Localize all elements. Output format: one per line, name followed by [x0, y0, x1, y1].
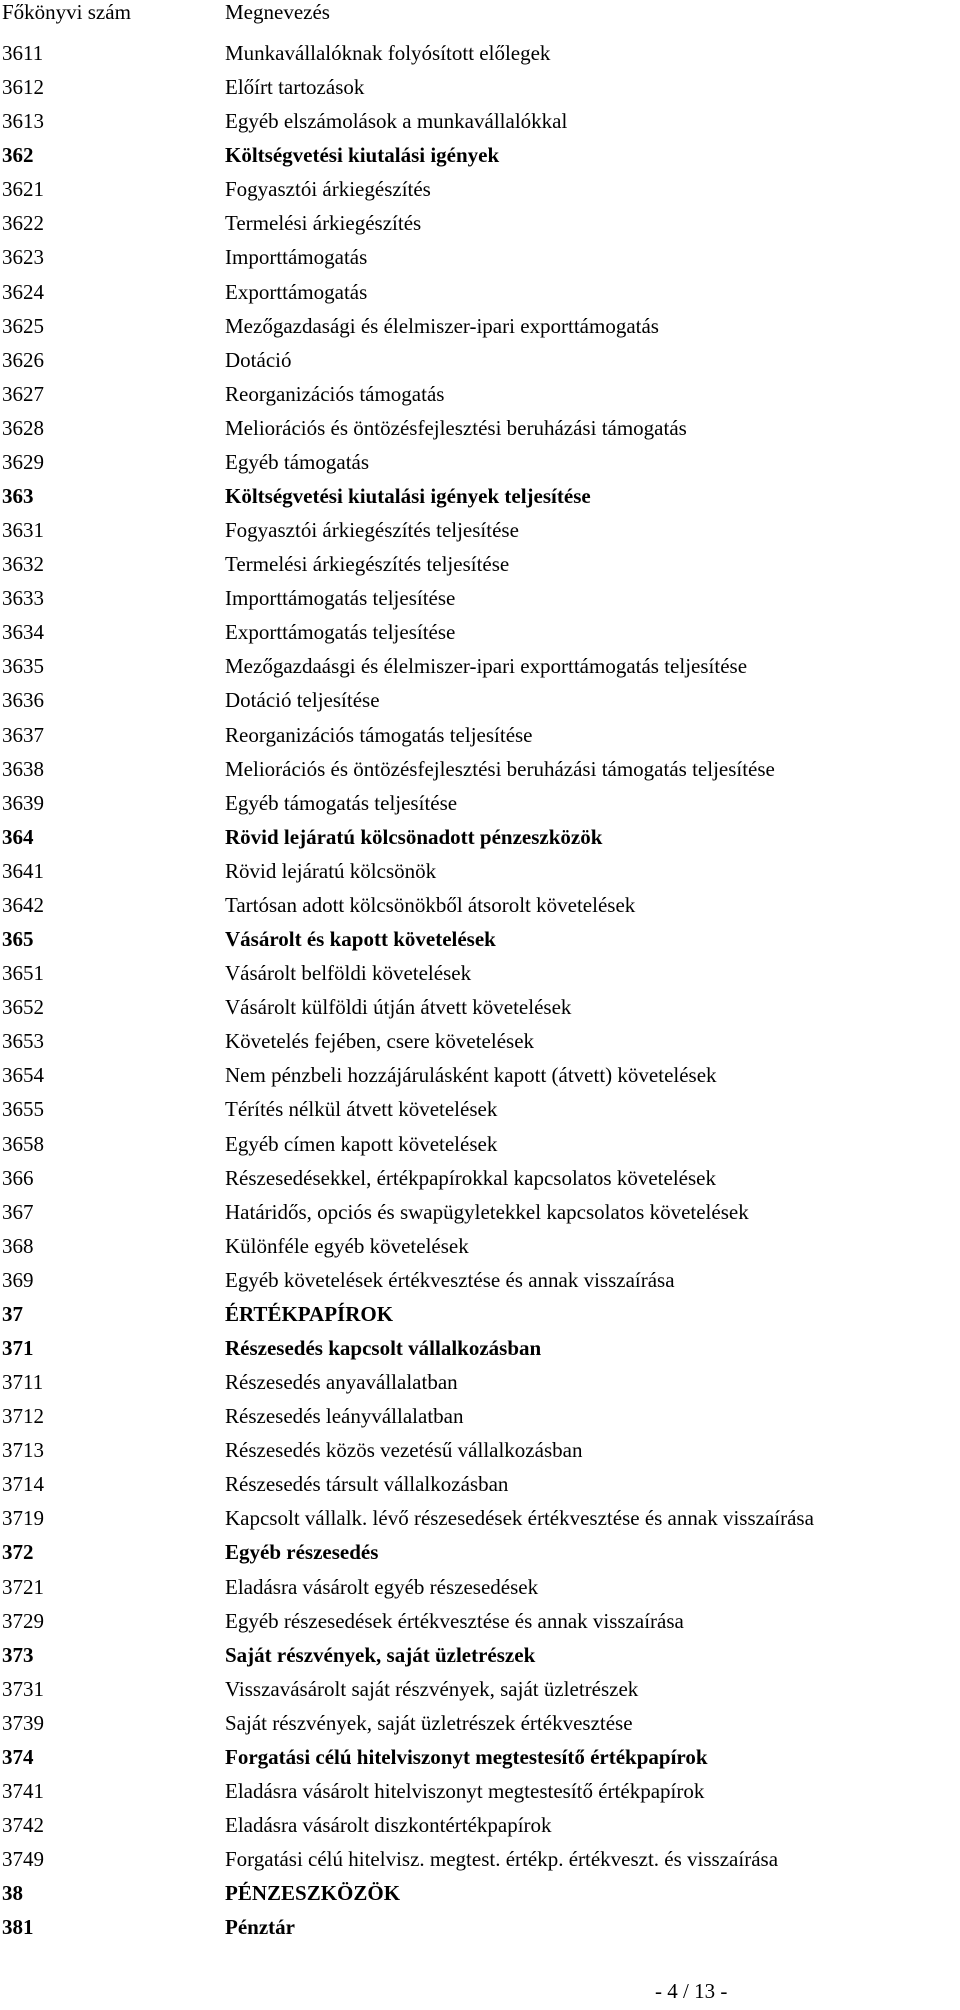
account-row	[0, 1365, 960, 1399]
account-designation: Exporttámogatás	[225, 279, 368, 304]
account-designation: Költségvetési kiutalási igények	[225, 143, 500, 168]
account-designation: Mezőgazdaásgi és élelmiszer-ipari exporttámogatás teljesítése	[225, 654, 748, 679]
account-number: 3641	[2, 858, 44, 883]
account-number: 3623	[2, 245, 44, 270]
account-designation: Visszavásárolt saját részvények, saját üzletrészek	[225, 1676, 639, 1701]
account-number: 3742	[2, 1813, 44, 1838]
account-designation: Vásárolt és kapott követelések	[225, 927, 496, 952]
account-number: 381	[2, 1915, 34, 1940]
account-number: 3633	[2, 586, 44, 611]
account-row	[0, 1161, 960, 1195]
account-row	[0, 1570, 960, 1604]
account-row	[0, 1706, 960, 1740]
account-designation: Egyéb támogatás teljesítése	[225, 790, 458, 815]
account-group-row	[0, 1876, 960, 1910]
account-number: 37	[2, 1301, 23, 1326]
account-row	[0, 1433, 960, 1467]
account-number: 3642	[2, 892, 44, 917]
account-row	[0, 70, 960, 104]
account-number: 3638	[2, 756, 44, 781]
account-number: 369	[2, 1267, 34, 1292]
account-number: 3622	[2, 211, 44, 236]
account-designation: Egyéb részesedések értékvesztése és annak visszaírása	[225, 1608, 684, 1633]
account-row	[0, 309, 960, 343]
account-group-row	[0, 1297, 960, 1331]
account-designation: Részesedés társult vállalkozásban	[225, 1472, 509, 1497]
account-number: 3739	[2, 1710, 44, 1735]
account-row	[0, 445, 960, 479]
account-number: 372	[2, 1540, 34, 1565]
account-number: 3655	[2, 1097, 44, 1122]
account-number: 3719	[2, 1506, 44, 1531]
account-number: 3652	[2, 995, 44, 1020]
account-row	[0, 1195, 960, 1229]
account-designation: Forgatási célú hitelviszonyt megtestesítő értékpapírok	[225, 1744, 708, 1769]
account-row	[0, 581, 960, 615]
account-number: 3634	[2, 620, 44, 645]
account-group-row	[0, 1910, 960, 1944]
account-row	[0, 547, 960, 581]
account-row	[0, 854, 960, 888]
account-number: 3624	[2, 279, 44, 304]
account-designation: Követelés fejében, csere követelések	[225, 1029, 535, 1054]
account-number: 3731	[2, 1676, 44, 1701]
account-designation: Exporttámogatás teljesítése	[225, 620, 456, 645]
account-designation: Munkavállalóknak folyósított előlegek	[225, 41, 551, 65]
account-number: 3627	[2, 381, 44, 406]
account-group-row	[0, 1740, 960, 1774]
account-designation: Termelési árkiegészítés teljesítése	[225, 552, 510, 577]
account-row	[0, 1604, 960, 1638]
account-number: 374	[2, 1744, 34, 1769]
account-designation: Dotáció	[225, 347, 292, 372]
account-designation: Vásárolt belföldi követelések	[225, 961, 472, 986]
account-number: 3628	[2, 415, 44, 440]
account-number: 3613	[2, 109, 44, 134]
account-designation: Egyéb címen kapott követelések	[225, 1131, 498, 1156]
account-row	[0, 683, 960, 717]
column-header-account-number: Főkönyvi szám	[2, 0, 131, 24]
account-number: 3625	[2, 313, 44, 338]
account-designation: Meliorációs és öntözésfejlesztési beruházási támogatás teljesítése	[225, 756, 775, 781]
account-designation: Költségvetési kiutalási igények teljesítése	[225, 484, 591, 509]
account-designation: ÉRTÉKPAPÍROK	[225, 1301, 394, 1326]
account-row	[0, 615, 960, 649]
account-row	[0, 888, 960, 922]
account-row	[0, 513, 960, 547]
account-number: 3658	[2, 1131, 44, 1156]
account-designation: Nem pénzbeli hozzájárulásként kapott (átvett) követelések	[225, 1063, 717, 1088]
account-number: 3654	[2, 1063, 44, 1088]
account-number: 3626	[2, 347, 44, 372]
account-number: 3653	[2, 1029, 44, 1054]
account-number: 368	[2, 1233, 34, 1258]
account-row	[0, 1467, 960, 1501]
account-designation: Eladásra vásárolt diszkontértékpapírok	[225, 1813, 552, 1838]
account-row	[0, 1842, 960, 1876]
account-number: 3632	[2, 552, 44, 577]
account-designation: Importtámogatás	[225, 245, 368, 270]
account-number: 3749	[2, 1847, 44, 1872]
account-designation: Kapcsolt vállalk. lévő részesedések értékvesztése és annak visszaírása	[225, 1506, 814, 1531]
account-row	[0, 1399, 960, 1433]
account-number: 3714	[2, 1472, 44, 1497]
account-row	[0, 206, 960, 240]
account-designation: Egyéb elszámolások a munkavállalókkal	[225, 109, 568, 134]
account-row	[0, 1024, 960, 1058]
account-row	[0, 411, 960, 445]
account-row	[0, 718, 960, 752]
account-group-row	[0, 479, 960, 513]
account-row	[0, 649, 960, 683]
account-row	[0, 1229, 960, 1263]
account-designation: Mezőgazdasági és élelmiszer-ipari exporttámogatás	[225, 313, 659, 338]
account-row	[0, 1672, 960, 1706]
account-designation: Részesedés leányvállalatban	[225, 1404, 464, 1429]
account-number: 3721	[2, 1574, 44, 1599]
account-designation: Termelési árkiegészítés	[225, 211, 422, 236]
account-number: 363	[2, 484, 34, 509]
account-row	[0, 104, 960, 138]
account-designation: Vásárolt külföldi útján átvett követelések	[225, 995, 572, 1020]
account-number: 3729	[2, 1608, 44, 1633]
account-row	[0, 1501, 960, 1535]
account-number: 365	[2, 927, 34, 952]
account-number: 3635	[2, 654, 44, 679]
table-header	[0, 0, 960, 28]
account-row	[0, 752, 960, 786]
account-number: 366	[2, 1165, 34, 1190]
account-number: 3629	[2, 449, 44, 474]
account-row	[0, 377, 960, 411]
account-number: 362	[2, 143, 34, 168]
account-row	[0, 786, 960, 820]
account-group-row	[0, 820, 960, 854]
account-row	[0, 172, 960, 206]
account-row	[0, 1127, 960, 1161]
account-designation: Részesedés kapcsolt vállalkozásban	[225, 1335, 542, 1360]
page-footer	[0, 1977, 960, 2005]
account-number: 3639	[2, 790, 44, 815]
account-group-row	[0, 1535, 960, 1569]
account-designation: Előírt tartozások	[225, 75, 365, 100]
account-designation: Dotáció teljesítése	[225, 688, 380, 713]
account-designation: Térítés nélkül átvett követelések	[225, 1097, 498, 1122]
account-group-row	[0, 922, 960, 956]
account-number: 3612	[2, 75, 44, 100]
account-number: 3713	[2, 1438, 44, 1463]
account-number: 367	[2, 1199, 34, 1224]
account-designation: Részesedés anyavállalatban	[225, 1370, 458, 1395]
account-row	[0, 1058, 960, 1092]
page-number: - 4 / 13 -	[655, 1979, 728, 2003]
account-designation: Egyéb részesedés	[225, 1540, 379, 1565]
account-row	[0, 956, 960, 990]
account-list	[0, 36, 960, 1944]
account-designation: Importtámogatás teljesítése	[225, 586, 456, 611]
account-number: 3636	[2, 688, 44, 713]
account-designation: Különféle egyéb követelések	[225, 1233, 469, 1258]
account-designation: Rövid lejáratú kölcsönök	[225, 858, 437, 883]
account-designation: Határidős, opciós és swapügyletekkel kapcsolatos követelések	[225, 1199, 749, 1224]
account-designation: Saját részvények, saját üzletrészek értékvesztése	[225, 1710, 633, 1735]
account-row	[0, 1263, 960, 1297]
account-designation: Fogyasztói árkiegészítés	[225, 177, 431, 202]
account-designation: Egyéb követelések értékvesztése és annak visszaírása	[225, 1267, 675, 1292]
account-number: 3711	[2, 1370, 44, 1395]
account-designation: PÉNZESZKÖZÖK	[225, 1881, 401, 1906]
account-row	[0, 1774, 960, 1808]
account-number: 3741	[2, 1778, 44, 1803]
account-designation: Tartósan adott kölcsönökből átsorolt követelések	[225, 892, 636, 917]
account-number: 38	[2, 1881, 23, 1906]
account-designation: Részesedés közös vezetésű vállalkozásban	[225, 1438, 583, 1463]
account-row	[0, 990, 960, 1024]
account-designation: Részesedésekkel, értékpapírokkal kapcsolatos követelések	[225, 1165, 716, 1190]
account-group-row	[0, 138, 960, 172]
account-row	[0, 240, 960, 274]
account-group-row	[0, 1638, 960, 1672]
account-designation: Pénztár	[225, 1915, 295, 1940]
account-designation: Rövid lejáratú kölcsönadott pénzeszközök	[225, 824, 603, 849]
account-row	[0, 36, 960, 70]
account-designation: Meliorációs és öntözésfejlesztési beruházási támogatás	[225, 415, 687, 440]
account-number: 3651	[2, 961, 44, 986]
account-row	[0, 1092, 960, 1126]
account-row	[0, 343, 960, 377]
account-number: 3621	[2, 177, 44, 202]
column-header-designation: Megnevezés	[225, 0, 330, 24]
account-number: 364	[2, 824, 34, 849]
account-designation: Reorganizációs támogatás teljesítése	[225, 722, 533, 747]
account-designation: Forgatási célú hitelvisz. megtest. értékp. értékveszt. és visszaírása	[225, 1847, 779, 1872]
account-number: 371	[2, 1335, 34, 1360]
account-number: 3712	[2, 1404, 44, 1429]
account-designation: Egyéb támogatás	[225, 449, 370, 474]
account-designation: Eladásra vásárolt egyéb részesedések	[225, 1574, 539, 1599]
account-number: 373	[2, 1642, 34, 1667]
account-row	[0, 1808, 960, 1842]
account-number: 3637	[2, 722, 44, 747]
account-designation: Fogyasztói árkiegészítés teljesítése	[225, 518, 519, 543]
account-number: 3631	[2, 518, 44, 543]
account-designation: Saját részvények, saját üzletrészek	[225, 1642, 536, 1667]
account-number: 3611	[2, 41, 44, 65]
account-group-row	[0, 1331, 960, 1365]
account-row	[0, 275, 960, 309]
account-designation: Eladásra vásárolt hitelviszonyt megtestesítő értékpapírok	[225, 1778, 705, 1803]
account-designation: Reorganizációs támogatás	[225, 381, 445, 406]
